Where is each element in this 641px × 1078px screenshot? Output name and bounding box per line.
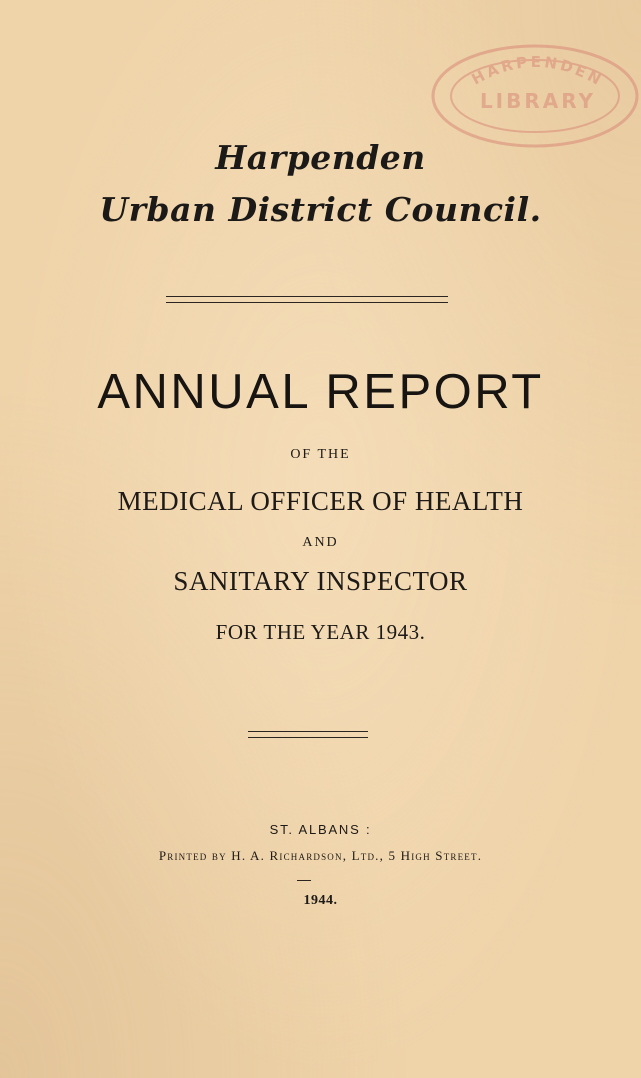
top-rule-upper <box>166 296 448 297</box>
and-label: AND <box>302 535 339 550</box>
library-stamp <box>430 40 641 152</box>
report-title: ANNUAL REPORT <box>97 365 544 419</box>
report-year: FOR THE YEAR 1943. <box>215 620 426 644</box>
imprint-year: 1944. <box>303 893 338 908</box>
inspector-title: SANITARY INSPECTOR <box>173 566 468 596</box>
mid-rule-lower <box>248 737 368 738</box>
council-title-line2: Urban District Council. <box>99 190 542 229</box>
council-title-line1: Harpenden <box>215 138 426 177</box>
stamp-top-text: HARPENDEN <box>468 52 607 91</box>
of-the-label: OF THE <box>290 447 351 462</box>
imprint-printer: Printed by H. A. Richardson, Ltd., 5 High Street. <box>158 848 483 863</box>
svg-text:HARPENDEN <box>469 53 607 90</box>
imprint-place: ST. ALBANS : <box>269 822 372 837</box>
stamp-middle-text: LIBRARY <box>479 89 597 113</box>
imprint-dash <box>297 880 311 881</box>
top-rule-lower <box>166 302 448 303</box>
officer-title: MEDICAL OFFICER OF HEALTH <box>117 486 524 516</box>
mid-rule-upper <box>248 731 368 732</box>
